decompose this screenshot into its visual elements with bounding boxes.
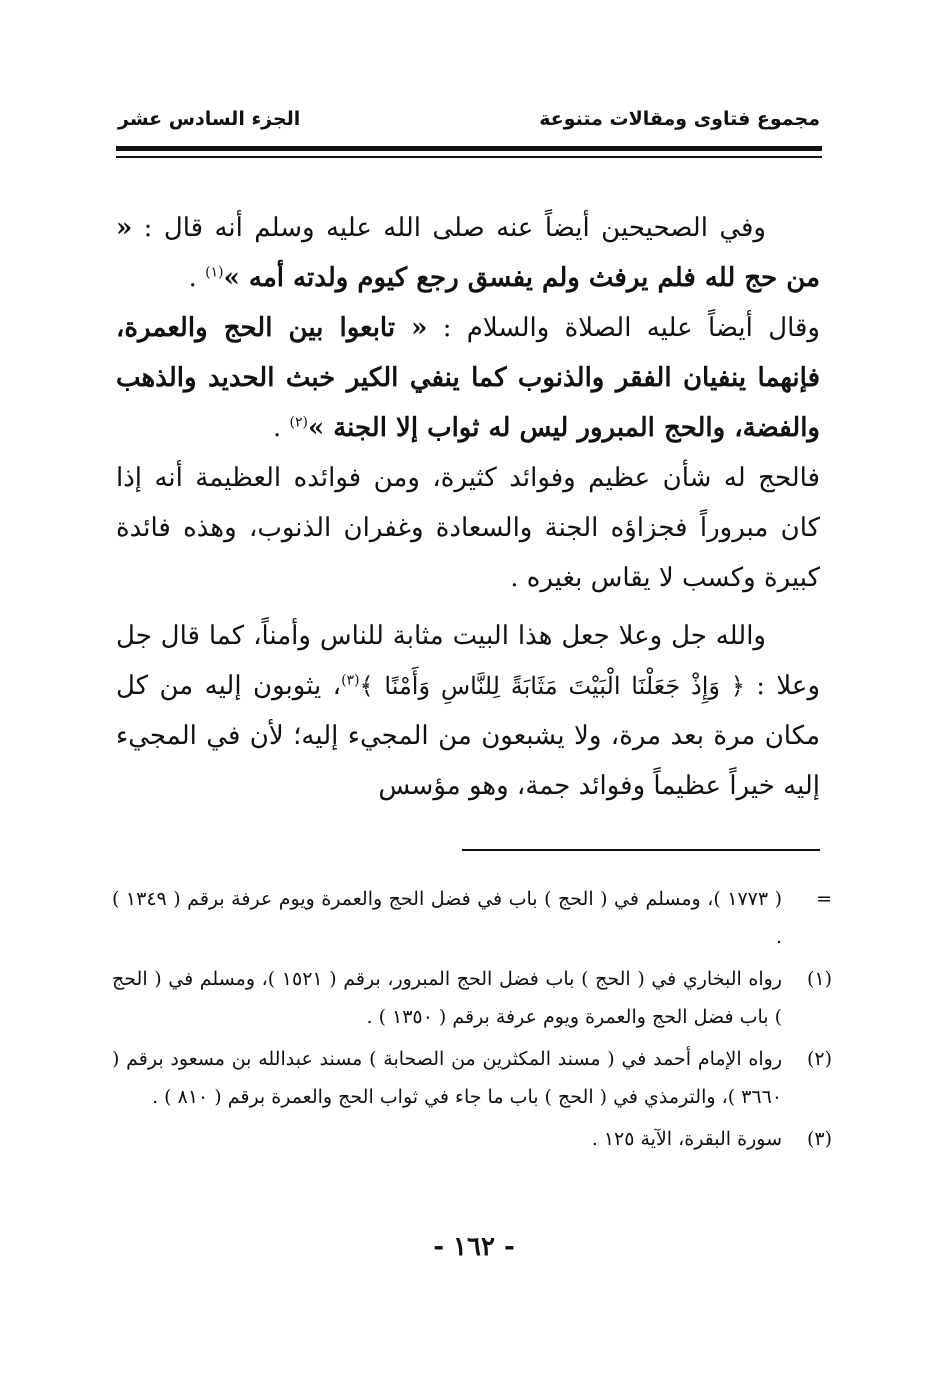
p2-text: وقال أيضاً عليه الصلاة والسلام : bbox=[427, 313, 820, 343]
p4-text-a: والله جل وعلا جعل هذا البيت مثابة للناس وأمناً، كما قال جل وعلا : bbox=[116, 621, 820, 701]
volume-label: الجزء السادس عشر bbox=[118, 108, 301, 130]
footnote-3 bbox=[112, 1120, 832, 1158]
footnote-mark: (١) bbox=[806, 968, 832, 990]
quran-verse: ﴿ وَإِذْ جَعَلْنَا الْبَيْتَ مَثَابَةً لِلنَّاسِ وَأَمْنًا ﴾ bbox=[359, 672, 745, 700]
book-title: مجموع فتاوى ومقالات متنوعة bbox=[539, 108, 820, 130]
footnote-ref-3[interactable]: (٣) bbox=[341, 672, 360, 689]
footnote-1 bbox=[112, 960, 832, 1036]
footnote-mark: = bbox=[816, 888, 832, 910]
paragraph-1 bbox=[116, 203, 820, 303]
footnote-separator bbox=[462, 849, 820, 851]
main-text bbox=[116, 203, 820, 811]
p1-text: وفي الصحيحين أيضاً عنه صلى الله عليه وسلم أنه قال : bbox=[132, 213, 766, 243]
footnote-text: رواه البخاري في ( الحج ) باب فضل الحج المبرور، برقم ( ١٥٢١ )، ومسلم في ( الحج ) باب فضل الحج والعمرة ويوم عرفة برقم ( ١٣٥٠ ) . bbox=[112, 968, 782, 1028]
footnote-mark: (٣) bbox=[806, 1128, 832, 1150]
page-number: - ١٦٢ - bbox=[433, 1232, 515, 1262]
footnote-mark: (٢) bbox=[806, 1048, 832, 1070]
footnote-continuation bbox=[112, 880, 832, 956]
footnote-text: ( ١٧٧٣ )، ومسلم في ( الحج ) باب في فضل الحج والعمرة ويوم عرفة برقم ( ١٣٤٩ ) . bbox=[112, 888, 783, 948]
paragraph-3: فالحج له شأن عظيم وفوائد كثيرة، ومن فوائده العظيمة أنه إذا كان مبروراً فجزاؤه الجنة والسعادة وغفران الذنوب، وهذه فائدة كبيرة وكسب لا يقاس بغيره . bbox=[116, 463, 820, 593]
header-rule-thin bbox=[116, 156, 822, 158]
footnote-ref-2[interactable]: (٢) bbox=[289, 414, 308, 431]
footnote-text: رواه الإمام أحمد في ( مسند المكثرين من الصحابة ) مسند عبدالله بن مسعود برقم ( ٣٦٦٠ )، والترمذي في ( الحج ) باب ما جاء في ثواب الحج والعمرة برقم ( ٨١٠ ) . bbox=[112, 1048, 782, 1108]
header-rule-thick bbox=[116, 146, 822, 151]
p2-end: . bbox=[272, 413, 290, 443]
footnote-ref-1[interactable]: (١) bbox=[205, 264, 224, 281]
p1-end: . bbox=[188, 263, 206, 293]
running-header bbox=[118, 108, 820, 130]
hadith-quote-2: « تابعوا بين الحج والعمرة، فإنهما ينفيان الفقر والذنوب كما ينفي الكير خبث الحديد والذهب والفضة، والحج المبرور ليس له ثواب إلا الجنة » bbox=[116, 313, 820, 443]
footnote-2 bbox=[112, 1040, 832, 1116]
footnotes bbox=[112, 880, 832, 1162]
hadith-quote-1: « من حج لله فلم يرفث ولم يفسق رجع كيوم ولدته أمه » bbox=[116, 213, 820, 293]
paragraph-4 bbox=[116, 611, 820, 811]
paragraph-2 bbox=[116, 303, 820, 453]
p4-text-b: ، يثوبون إليه من كل مكان مرة بعد مرة، ولا يشبعون من المجيء إليه؛ لأن في المجيء إليه خيراً عظيماً وفوائد جمة، وهو مؤسس bbox=[116, 671, 820, 801]
footnote-text: سورة البقرة، الآية ١٢٥ . bbox=[591, 1128, 782, 1150]
